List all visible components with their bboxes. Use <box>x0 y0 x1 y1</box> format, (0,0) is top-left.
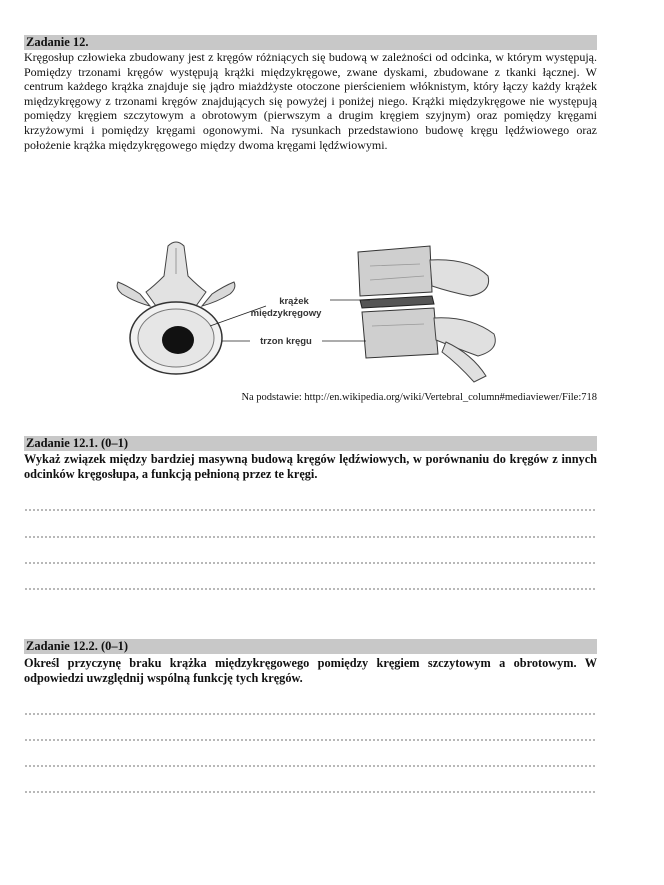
figure-source: Na podstawie: http://en.wikipedia.org/wiki/Vertebral_column#mediaviewer/File:718 <box>241 392 597 403</box>
vertebra-top-view <box>117 242 235 374</box>
answer-line[interactable] <box>24 588 597 590</box>
subtask2-title: Zadanie 12.2. (0–1) <box>24 639 597 654</box>
vertebra-side-view <box>358 246 495 382</box>
task-title: Zadanie 12. <box>24 35 597 50</box>
answer-line[interactable] <box>24 765 597 767</box>
answer-line[interactable] <box>24 562 597 564</box>
subtask1-title: Zadanie 12.1. (0–1) <box>24 436 597 451</box>
answer-line[interactable] <box>24 739 597 741</box>
answer-line[interactable] <box>24 536 597 538</box>
answer-line[interactable] <box>24 713 597 715</box>
label-disc-line2: międzykręgowy <box>250 308 322 319</box>
label-disc-line1: krążek <box>279 296 309 307</box>
answer-line[interactable] <box>24 791 597 793</box>
vertebra-figure <box>0 236 664 386</box>
task-intro: Kręgosłup człowieka zbudowany jest z kręgów różniących się budową w zależności od odcinka, w którym występują. Pomiędzy trzonami kręgów występują krążki międzykręgowe, zwane dyskami, zbudowane z tkanki łącznej. W centrum każdego krążka znajduje się jądro miażdżyste otoczone pierścieniem włóknistym, który łączy każdy krążek międzykręgowy z trzonami kręgów znajdujących się powyżej i poniżej niego. Krążki międzykręgowe nie występują pomiędzy kręgiem szczytowym a obrotowym (pierwszym a drugim kręgiem szyjnym) oraz pomiędzy kręgami krzyżowymi i pomiędzy kręgami ogonowymi. Na rysunkach przedstawiono budowę kręgu lędźwiowego oraz położenie krążka międzykręgowego między dwoma kręgami lędźwiowymi. <box>24 50 597 152</box>
answer-line[interactable] <box>24 509 597 511</box>
subtask1-question: Wykaż związek między bardziej masywną budową kręgów lędźwiowych, w porównaniu do kręgów z innych odcinków kręgosłupa, a funkcją pełnioną przez te kręgi. <box>24 452 597 481</box>
subtask2-question: Określ przyczynę braku krążka międzykręgowego pomiędzy kręgiem szczytowym a obrotowym. W odpowiedzi uwzględnij wspólną funkcję tych kręgów. <box>24 656 597 685</box>
label-vertebral-body: trzon kręgu <box>260 336 312 347</box>
